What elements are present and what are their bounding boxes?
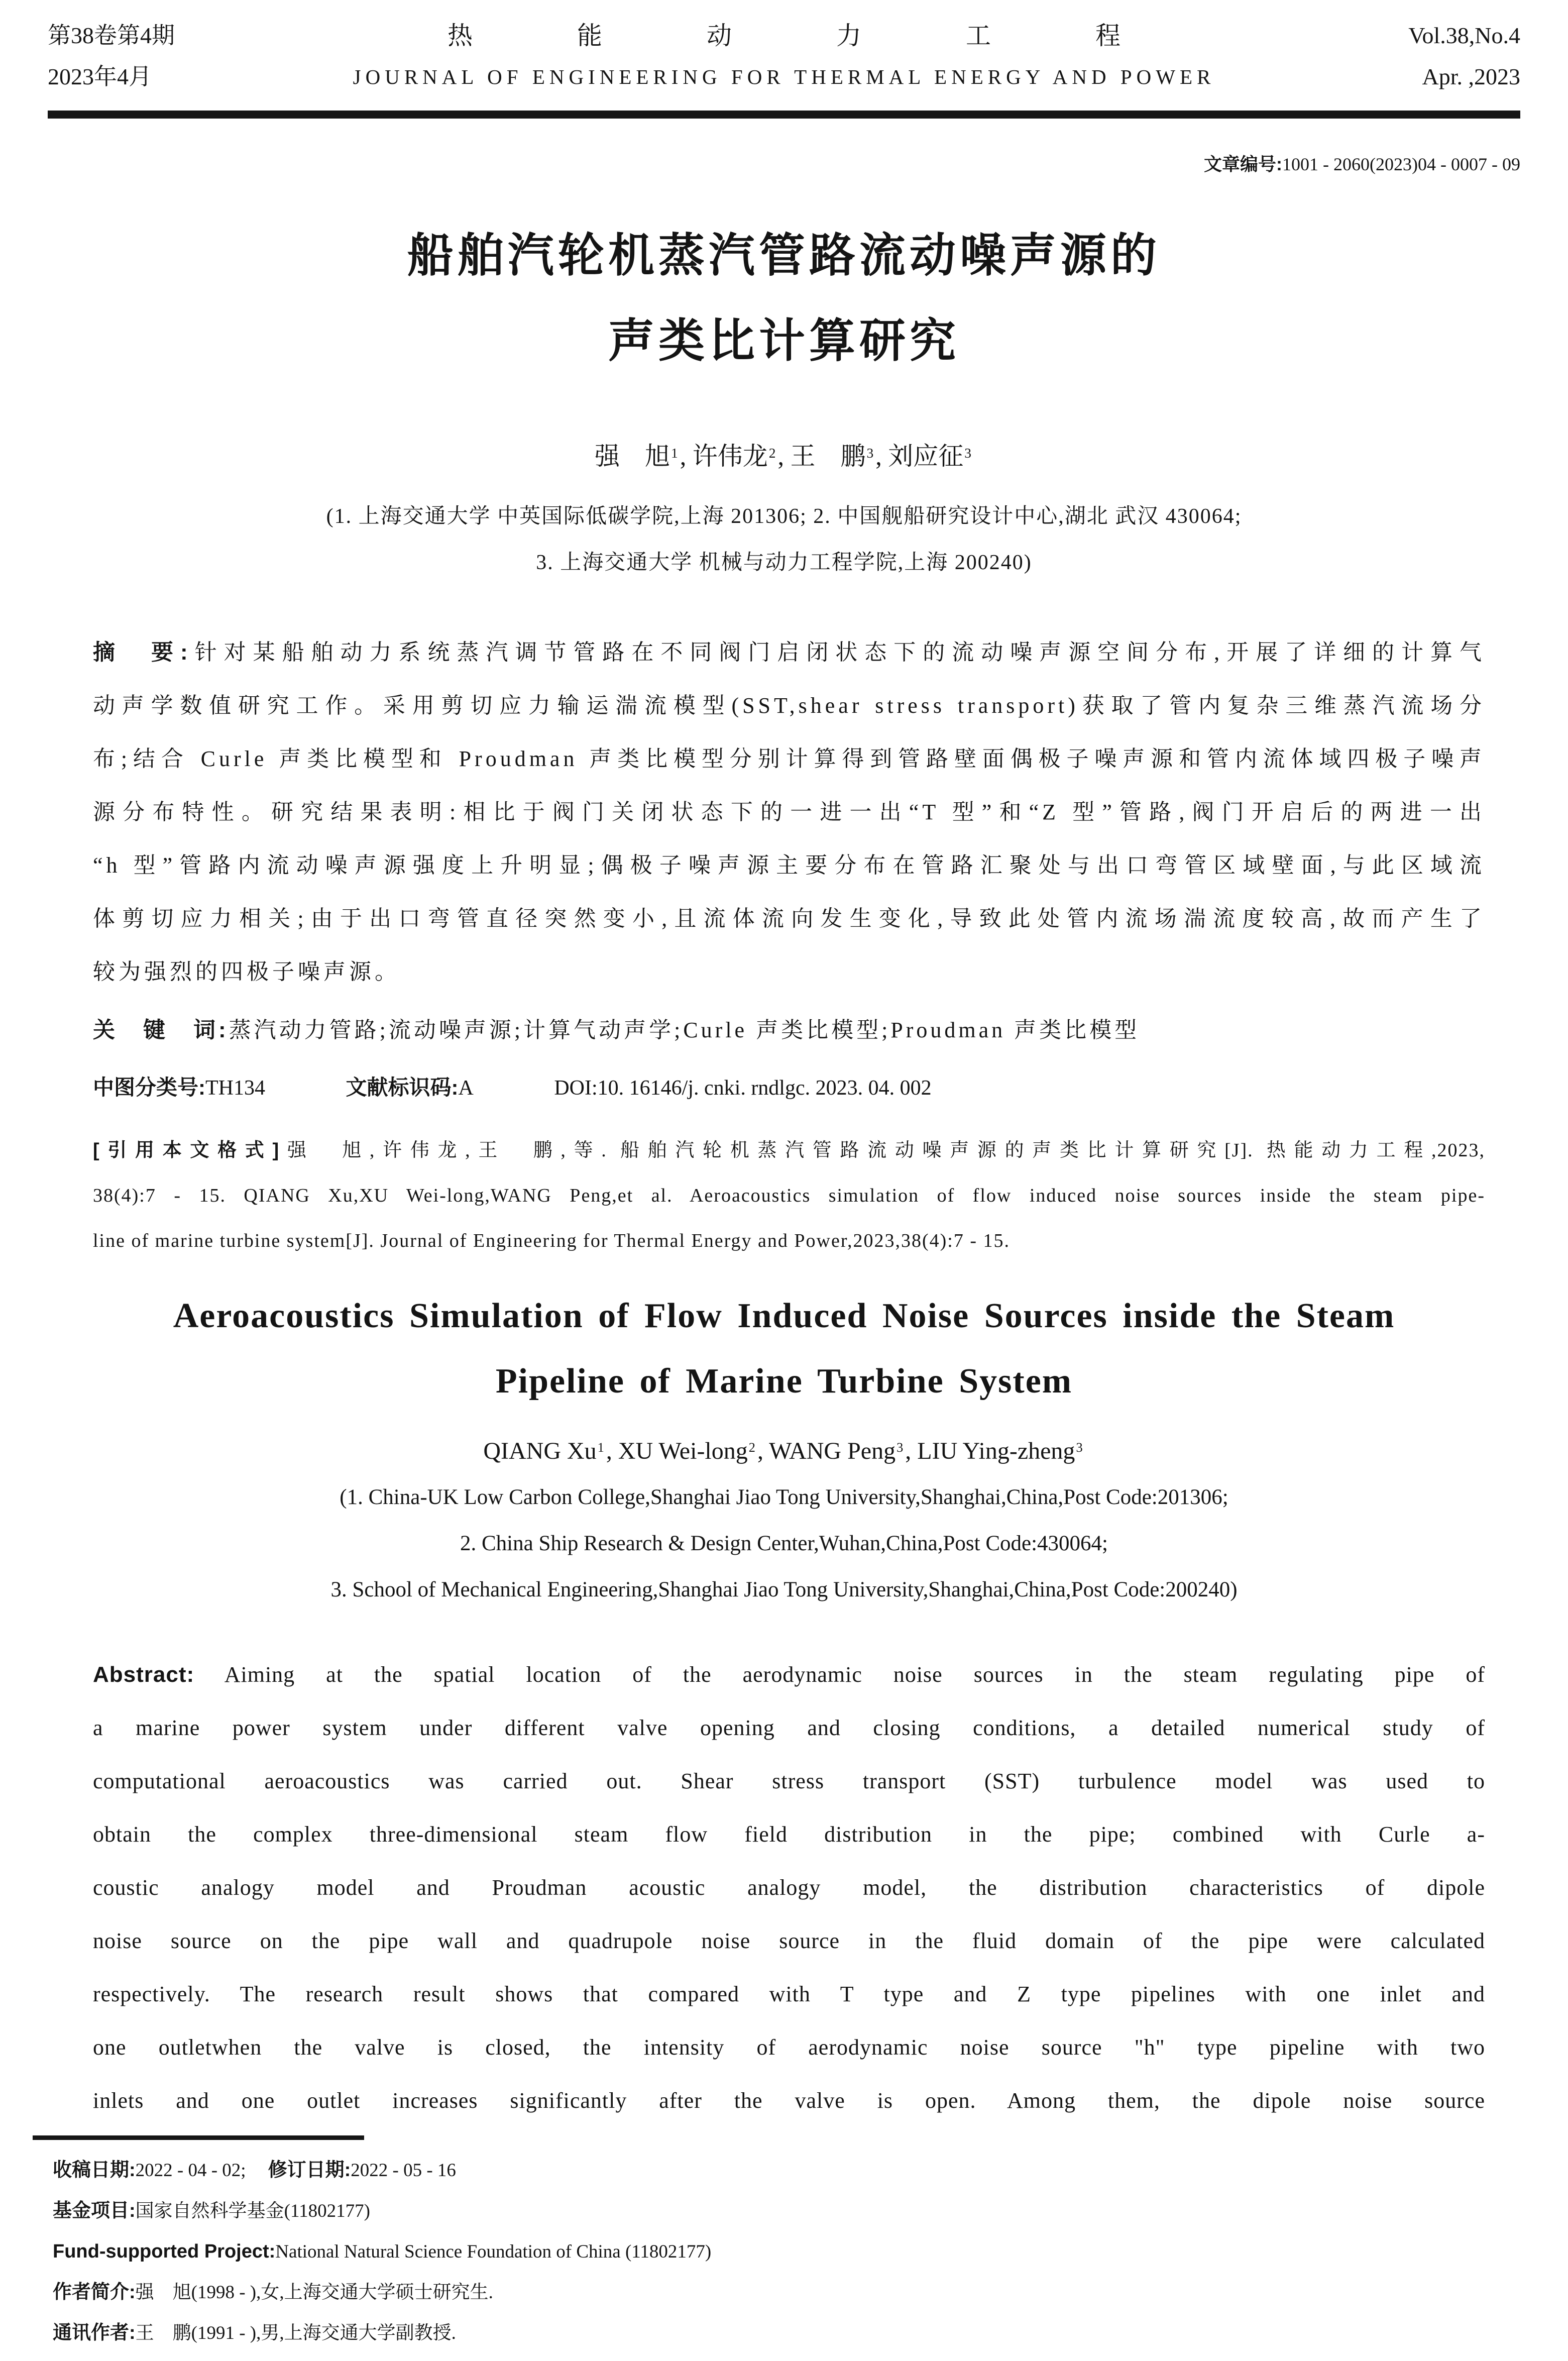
abstract-en-line: obtain the complex three-dimensional steam flow field distribution in the pipe; combined with Curle a- xyxy=(93,1822,1485,1847)
author-zh-affiliation-sup: 3 xyxy=(866,445,874,461)
author-zh xyxy=(595,442,686,470)
author-en-name: WANG Peng xyxy=(769,1438,896,1464)
abstract-en-line: a marine power system under different valve opening and closing conditions, a detailed numerical study of xyxy=(93,1715,1485,1740)
abstract-zh-line: 体剪切应力相关;由于出口弯管直径突然变小,且流体流向发生变化,导致此处管内流场湍流度较高,故而产生了 xyxy=(93,906,1485,931)
clc-value: TH134 xyxy=(205,1077,265,1100)
author-bio-value: 强 旭(1998 - ),女,上海交通大学硕士研究生. xyxy=(135,2282,493,2303)
keywords-label: 关 键 词: xyxy=(93,1018,229,1042)
revised-date-value: 2022 - 05 - 16 xyxy=(351,2160,456,2181)
abstract-en-line xyxy=(93,1648,1485,1701)
footnotes xyxy=(53,2150,1520,2353)
paper-title-en xyxy=(48,1283,1520,1414)
abstract-en-line: computational aeroacoustics was carried out. Shear stress transport (SST) turbulence model was used to xyxy=(93,1769,1485,1793)
authors-en xyxy=(48,1429,1520,1469)
author-separator: , xyxy=(777,442,784,470)
article-number-label: 文章编号: xyxy=(1204,154,1283,174)
journal-title-zh: 热能动力工程 xyxy=(447,22,1121,50)
doi-group xyxy=(554,1077,931,1100)
abstract-en-line: inlets and one outlet increases significantly after the valve is open. Among them, the dipole noise source xyxy=(93,2088,1485,2113)
abstract-zh-label: 摘 要: xyxy=(93,640,191,665)
author-en xyxy=(483,1438,612,1464)
author-en-affiliation-sup: 2 xyxy=(748,1440,755,1455)
citation-block xyxy=(93,1128,1485,1263)
abstract-zh xyxy=(93,626,1485,999)
author-separator: , xyxy=(606,1438,612,1464)
author-en xyxy=(618,1438,763,1464)
affiliations-zh xyxy=(48,493,1520,586)
fund-en-value: National Natural Science Foundation of China (11802177) xyxy=(275,2241,712,2262)
author-zh-affiliation-sup: 3 xyxy=(964,445,971,461)
issue-date-en: Apr. ,2023 xyxy=(1422,64,1520,89)
corresponding-author-line xyxy=(53,2313,1520,2353)
article-number-line xyxy=(48,151,1520,178)
author-en-name: XU Wei-long xyxy=(618,1438,748,1464)
paper-title-zh-line2: 声类比计算研究 xyxy=(608,315,960,367)
author-en-name: LIU Ying-zheng xyxy=(917,1438,1075,1464)
citation-line xyxy=(93,1128,1485,1173)
author-en xyxy=(917,1438,1084,1464)
fund-en-label: Fund-supported Project: xyxy=(53,2241,276,2262)
received-date-value: 2022 - 04 - 02; xyxy=(135,2160,246,2181)
author-separator: , xyxy=(757,1438,763,1464)
document-code-label: 文献标识码: xyxy=(346,1076,459,1099)
author-separator: , xyxy=(680,442,687,470)
clc-group xyxy=(93,1077,265,1100)
author-en-affiliation-sup: 3 xyxy=(1076,1440,1083,1455)
abstract-zh-line: 动声学数值研究工作。采用剪切应力输运湍流模型(SST,shear stress transport)获取了管内复杂三维蒸汽流场分 xyxy=(93,693,1485,718)
abstract-zh-line: 布;结合 Curle 声类比模型和 Proudman 声类比模型分别计算得到管路壁面偶极子噪声源和管内流体域四极子噪声 xyxy=(93,746,1485,771)
header-right xyxy=(1219,15,1520,97)
author-zh-name: 刘应征 xyxy=(888,442,964,470)
volume-issue-en: Vol.38,No.4 xyxy=(1408,23,1520,48)
authors-zh xyxy=(48,434,1520,475)
document-code-value: A xyxy=(458,1077,474,1100)
corresponding-author-label: 通讯作者: xyxy=(53,2322,136,2343)
author-en-name: QIANG Xu xyxy=(483,1438,597,1464)
document-code-group xyxy=(346,1077,474,1100)
abstract-zh-line xyxy=(93,626,1485,679)
affiliation-en-line: 3. School of Mechanical Engineering,Shanghai Jiao Tong University,Shanghai,China,Post Code:200240) xyxy=(330,1578,1238,1601)
journal-title-en: JOURNAL OF ENGINEERING FOR THERMAL ENERGY AND POWER xyxy=(353,65,1215,88)
affiliation-zh-line: 3. 上海交通大学 机械与动力工程学院,上海 200240) xyxy=(536,551,1032,574)
corresponding-author-value: 王 鹏(1991 - ),男,上海交通大学副教授. xyxy=(135,2323,456,2343)
header-left xyxy=(48,15,349,97)
citation-line: line of marine turbine system[J]. Journal of Engineering for Thermal Energy and Power,2023,38(4):7 - 15. xyxy=(93,1230,1011,1251)
author-en-affiliation-sup: 1 xyxy=(597,1440,604,1455)
author-separator: , xyxy=(905,1438,912,1464)
footnote-separator-rule xyxy=(33,2135,364,2140)
paper-title-zh-line1: 船舶汽轮机蒸汽管路流动噪声源的 xyxy=(407,230,1161,281)
author-en-affiliation-sup: 3 xyxy=(897,1440,904,1455)
abstract-en-line: respectively. The research result shows that compared with T type and Z type pipelines with one inlet and xyxy=(93,1982,1485,2006)
fund-zh-value: 国家自然科学基金(11802177) xyxy=(135,2201,370,2221)
abstract-en-line: noise source on the pipe wall and quadrupole noise source in the fluid domain of the pipe were calculated xyxy=(93,1928,1485,1953)
header-center xyxy=(349,15,1219,97)
author-zh xyxy=(888,442,973,470)
abstract-en xyxy=(93,1648,1485,2127)
revised-date-label: 修订日期: xyxy=(268,2160,351,2181)
clc-label: 中图分类号: xyxy=(93,1076,205,1099)
paper-title-zh xyxy=(48,213,1520,384)
abstract-zh-text: 针对某船舶动力系统蒸汽调节管路在不同阀门启闭状态下的流动噪声源空间分布,开展了详细的计算气 xyxy=(191,640,1486,665)
article-number-value: 1001 - 2060(2023)04 - 0007 - 09 xyxy=(1282,154,1520,174)
author-zh-name: 王 鹏 xyxy=(790,442,866,470)
affiliation-zh-line: (1. 上海交通大学 中英国际低碳学院,上海 201306; 2. 中国舰船研究设计中心,湖北 武汉 430064; xyxy=(326,505,1242,528)
author-zh xyxy=(791,442,882,470)
author-separator: , xyxy=(875,442,882,470)
abstract-en-line: one outletwhen the valve is closed, the intensity of aerodynamic noise source "h" type pipeline with two xyxy=(93,2035,1485,2060)
citation-text: 强 旭,许伟龙,王 鹏,等. 船舶汽轮机蒸汽管路流动噪声源的声类比计算研究[J]. 热能动力工程,2023, xyxy=(280,1140,1485,1161)
issue-date-zh: 2023年4月 xyxy=(48,64,152,89)
volume-issue-zh: 第38卷第4期 xyxy=(48,23,175,48)
affiliations-en xyxy=(48,1474,1520,1613)
author-zh xyxy=(693,442,784,470)
abstract-zh-line: 较为强烈的四极子噪声源。 xyxy=(93,959,400,984)
fund-zh-line xyxy=(53,2191,1520,2231)
paper-title-en-line2: Pipeline of Marine Turbine System xyxy=(495,1362,1073,1401)
abstract-en-line: coustic analogy model and Proudman acoustic analogy model, the distribution characteristics of dipole xyxy=(93,1875,1485,1900)
fund-zh-label: 基金项目: xyxy=(53,2200,136,2221)
citation-label: [引用本文格式] xyxy=(93,1140,280,1161)
abstract-en-label: Abstract: xyxy=(93,1662,195,1687)
author-zh-affiliation-sup: 2 xyxy=(768,445,776,461)
doi-value: 10. 16146/j. cnki. rndlgc. 2023. 04. 002 xyxy=(597,1077,932,1100)
received-date-line xyxy=(53,2150,1520,2191)
author-zh-affiliation-sup: 1 xyxy=(671,445,678,461)
author-zh-name: 强 旭 xyxy=(595,442,670,470)
paper-title-en-line1: Aeroacoustics Simulation of Flow Induced Noise Sources inside the Steam xyxy=(173,1297,1395,1335)
citation-line: 38(4):7 - 15. QIANG Xu,XU Wei-long,WANG Peng,et al. Aeroacoustics simulation of flow induced noise sources inside the steam pipe- xyxy=(93,1185,1485,1206)
doi-label: DOI: xyxy=(554,1077,598,1100)
author-bio-line xyxy=(53,2272,1520,2313)
author-en xyxy=(769,1438,911,1464)
abstract-zh-line: 源分布特性。研究结果表明:相比于阀门关闭状态下的一进一出“T 型”和“Z 型”管路,阀门开启后的两进一出 xyxy=(93,800,1486,824)
author-zh-name: 许伟龙 xyxy=(692,442,768,470)
author-bio-label: 作者简介: xyxy=(53,2282,136,2303)
abstract-en-text: Aiming at the spatial location of the aerodynamic noise sources in the steam regulating pipe of xyxy=(224,1662,1486,1687)
classification-line xyxy=(93,1061,1485,1115)
keywords-value: 蒸汽动力管路;流动噪声源;计算气动声学;Curle 声类比模型;Proudman 声类比模型 xyxy=(229,1018,1140,1042)
keywords-zh xyxy=(93,1004,1485,1057)
journal-header xyxy=(48,15,1520,97)
abstract-zh-line: “h 型”管路内流动噪声源强度上升明显;偶极子噪声源主要分布在管路汇聚处与出口弯管区域壁面,与此区域流 xyxy=(93,853,1485,878)
header-double-rule xyxy=(48,111,1520,119)
received-date-label: 收稿日期: xyxy=(53,2160,136,2181)
affiliation-en-line: (1. China-UK Low Carbon College,Shanghai Jiao Tong University,Shanghai,China,Post Code:201306; xyxy=(340,1485,1228,1509)
fund-en-line xyxy=(53,2231,1520,2272)
affiliation-en-line: 2. China Ship Research & Design Center,Wuhan,China,Post Code:430064; xyxy=(460,1532,1108,1555)
